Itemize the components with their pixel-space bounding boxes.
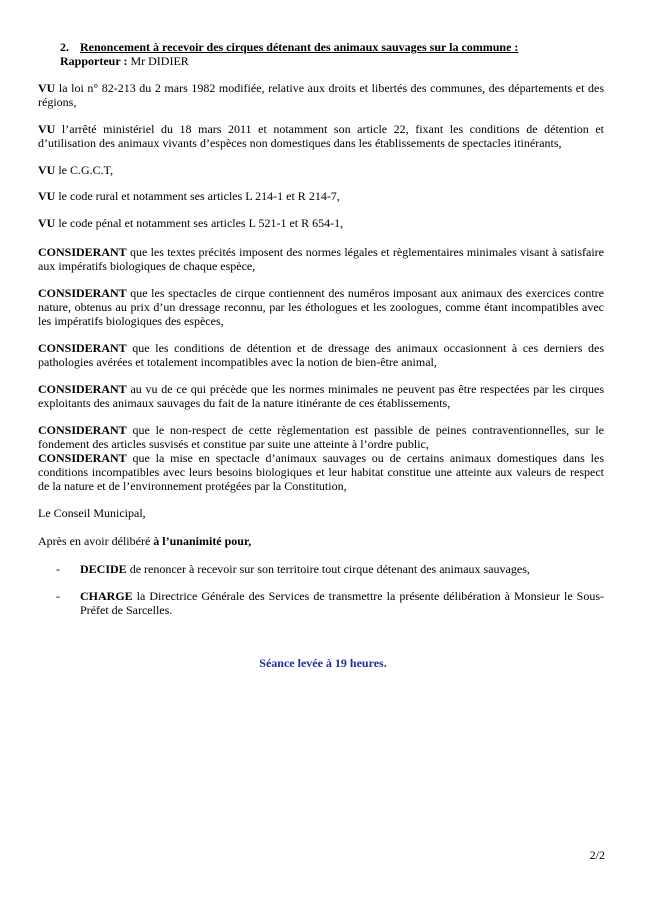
considerant-paragraph: CONSIDERANT que le non-respect de cette règlementation est passible de peines contraventionnelles, sur le fondement des articles susvisés et constitue par suite une atteinte à l’ordre public, bbox=[38, 423, 604, 451]
vu-paragraph: VU le code pénal et notamment ses articles L 521-1 et R 654-1, bbox=[38, 216, 344, 230]
delibere-line: Après en avoir délibéré à l’unanimité pour, bbox=[38, 534, 252, 548]
rapporteur-label: Rapporteur : bbox=[60, 54, 128, 68]
vu-paragraph: VU le C.G.C.T, bbox=[38, 163, 114, 177]
considerant-paragraph: CONSIDERANT que les textes précités imposent des normes légales et règlementaires minimales visant à satisfaire aux impératifs biologiques de chaque espèce, bbox=[38, 245, 604, 273]
rapporteur-name: Mr DIDIER bbox=[127, 54, 189, 68]
seance-levee: Séance levée à 19 heures. bbox=[259, 656, 387, 670]
bullet-dash: - bbox=[56, 562, 60, 576]
bullet-dash: - bbox=[56, 589, 60, 603]
rapporteur-line bbox=[60, 54, 604, 68]
considerant-paragraph: CONSIDERANT que les spectacles de cirque contiennent des numéros imposant aux animaux des exercices contre nature, obtenus au prix d’un dressage reconnu, par les éthologues et les zoologues, comme étant incompatibles avec les impératifs biologiques des espèces, bbox=[38, 286, 604, 328]
considerant-paragraph: CONSIDERANT que la mise en spectacle d’animaux sauvages ou de certains animaux domestiques dans les conditions incompatibles avec leurs besoins biologiques et leur habitat constitue une atteinte aux valeurs de respect de la nature et de l’environnement protégées par la Constitution, bbox=[38, 451, 604, 493]
vu-paragraph: VU la loi n° 82-213 du 2 mars 1982 modifiée, relative aux droits et libertés des communes, des départements et des régions, bbox=[38, 81, 604, 109]
considerant-paragraph: CONSIDERANT que les conditions de détention et de dressage des animaux occasionnent à ces derniers des pathologies avérées et totalement incompatibles avec la notion de bien-être animal, bbox=[38, 341, 604, 369]
section-heading bbox=[60, 40, 604, 68]
decision-item: - CHARGE la Directrice Générale des Services de transmettre la présente délibération à Monsieur le Sous-Préfet de Sarcelles. bbox=[56, 589, 604, 617]
section-title: Renoncement à recevoir des cirques détenant des animaux sauvages sur la commune : bbox=[80, 40, 519, 54]
considerant-paragraph: CONSIDERANT au vu de ce qui précède que les normes minimales ne peuvent pas être respectées par les cirques exploitants des animaux sauvages du fait de la nature itinérante de ces établissements, bbox=[38, 382, 604, 410]
page-number: 2/2 bbox=[589, 848, 605, 862]
section-number: 2. bbox=[60, 40, 69, 54]
vu-paragraph: VU l’arrêté ministériel du 18 mars 2011 et notamment son article 22, fixant les conditions de détention et d’utilisation des animaux vivants d’espèces non domestiques dans les établissements de spectacles itinérants, bbox=[38, 122, 604, 150]
conseil-municipal: Le Conseil Municipal, bbox=[38, 506, 146, 520]
vu-paragraph: VU le code rural et notamment ses articles L 214-1 et R 214-7, bbox=[38, 189, 340, 203]
decision-item: - DECIDE de renoncer à recevoir sur son territoire tout cirque détenant des animaux sauvages, bbox=[56, 562, 530, 576]
